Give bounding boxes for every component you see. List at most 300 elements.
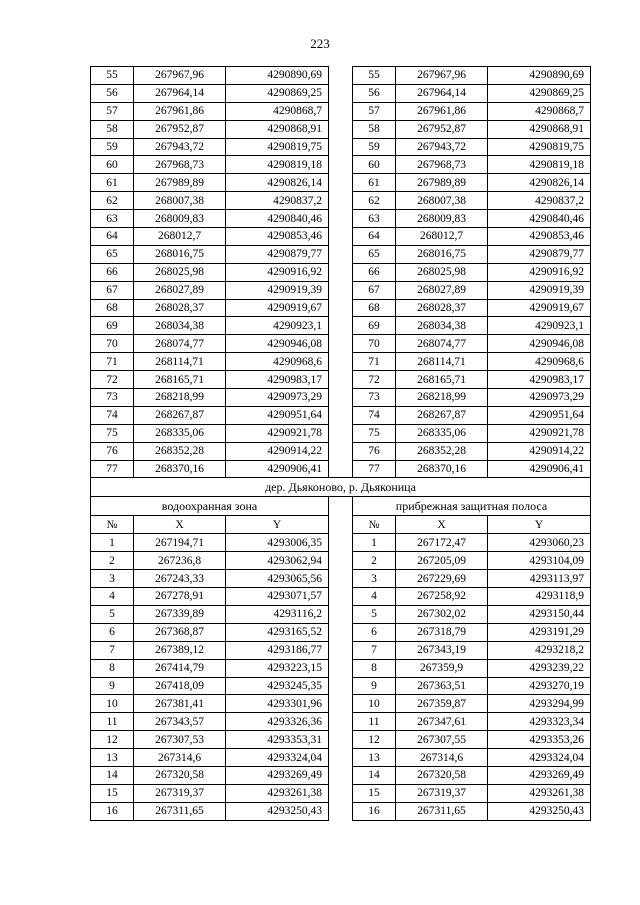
header-x-right: X (396, 516, 488, 534)
point-number-left: 72 (91, 371, 134, 389)
column-gap (329, 784, 353, 802)
point-number-right: 2 (353, 552, 396, 570)
y-right: 4293060,23 (488, 534, 591, 552)
y-left: 4290973,29 (226, 389, 329, 407)
y-right: 4293324,04 (488, 749, 591, 767)
x-right: 268012,7 (396, 228, 488, 246)
point-number-left: 55 (91, 67, 134, 85)
y-right: 4293353,26 (488, 731, 591, 749)
y-left: 4290879,77 (226, 245, 329, 263)
y-left: 4290868,7 (226, 102, 329, 120)
column-gap (329, 317, 353, 335)
x-left: 267381,41 (134, 695, 226, 713)
x-left: 267194,71 (134, 534, 226, 552)
column-gap (329, 424, 353, 442)
point-number-right: 11 (353, 713, 396, 731)
y-right: 4293261,38 (488, 784, 591, 802)
point-number-right: 1 (353, 534, 396, 552)
y-left: 4293245,35 (226, 677, 329, 695)
x-right: 267343,19 (396, 641, 488, 659)
x-right: 267967,96 (396, 67, 488, 85)
x-right: 267968,73 (396, 156, 488, 174)
point-number-right: 66 (353, 263, 396, 281)
y-right: 4290890,69 (488, 67, 591, 85)
y-right: 4293218,2 (488, 641, 591, 659)
y-right: 4290919,67 (488, 299, 591, 317)
table-row (91, 174, 591, 192)
point-number-left: 68 (91, 299, 134, 317)
column-gap (329, 802, 353, 820)
table-row (91, 210, 591, 228)
column-gap (329, 281, 353, 299)
y-left: 4293261,38 (226, 784, 329, 802)
x-right: 267319,37 (396, 784, 488, 802)
column-gap (329, 120, 353, 138)
header-num-right: № (353, 516, 396, 534)
column-gap (329, 67, 353, 85)
point-number-left: 57 (91, 102, 134, 120)
y-left: 4293006,35 (226, 534, 329, 552)
x-right: 268027,89 (396, 281, 488, 299)
x-left: 268027,89 (134, 281, 226, 299)
table-row (91, 84, 591, 102)
y-left: 4290968,6 (226, 353, 329, 371)
column-gap (329, 442, 353, 460)
point-number-left: 56 (91, 84, 134, 102)
x-left: 268007,38 (134, 192, 226, 210)
header-y-left: Y (226, 516, 329, 534)
table-row (91, 192, 591, 210)
y-right: 4290868,7 (488, 102, 591, 120)
table-row (91, 228, 591, 246)
table-row (91, 534, 591, 552)
section1-body (91, 67, 591, 478)
column-gap (329, 731, 353, 749)
point-number-right: 5 (353, 605, 396, 623)
point-number-right: 58 (353, 120, 396, 138)
point-number-left: 3 (91, 570, 134, 588)
y-right: 4290906,41 (488, 460, 591, 478)
x-right: 268352,28 (396, 442, 488, 460)
point-number-right: 57 (353, 102, 396, 120)
point-number-right: 69 (353, 317, 396, 335)
x-right: 267347,61 (396, 713, 488, 731)
y-right: 4293250,43 (488, 802, 591, 820)
point-number-left: 16 (91, 802, 134, 820)
table-row (91, 695, 591, 713)
point-number-left: 77 (91, 460, 134, 478)
x-right: 267311,65 (396, 802, 488, 820)
y-left: 4290869,25 (226, 84, 329, 102)
x-right: 268034,38 (396, 317, 488, 335)
point-number-left: 8 (91, 659, 134, 677)
y-left: 4290923,1 (226, 317, 329, 335)
y-right: 4290819,75 (488, 138, 591, 156)
y-left: 4293250,43 (226, 802, 329, 820)
column-gap (329, 210, 353, 228)
y-right: 4290921,78 (488, 424, 591, 442)
y-left: 4290983,17 (226, 371, 329, 389)
point-number-right: 71 (353, 353, 396, 371)
y-left: 4293324,04 (226, 749, 329, 767)
x-right: 267302,02 (396, 605, 488, 623)
section-title-row (91, 478, 591, 497)
point-number-right: 74 (353, 406, 396, 424)
table-row (91, 623, 591, 641)
column-gap (329, 84, 353, 102)
x-left: 267343,57 (134, 713, 226, 731)
x-left: 267418,09 (134, 677, 226, 695)
point-number-left: 7 (91, 641, 134, 659)
point-number-right: 6 (353, 623, 396, 641)
column-gap (329, 623, 353, 641)
x-right: 267989,89 (396, 174, 488, 192)
point-number-right: 56 (353, 84, 396, 102)
y-right: 4290923,1 (488, 317, 591, 335)
table-row (91, 552, 591, 570)
x-right: 268007,38 (396, 192, 488, 210)
column-gap (329, 102, 353, 120)
table-row (91, 389, 591, 407)
point-number-left: 64 (91, 228, 134, 246)
table-row (91, 460, 591, 478)
point-number-left: 5 (91, 605, 134, 623)
point-number-left: 73 (91, 389, 134, 407)
point-number-right: 59 (353, 138, 396, 156)
y-right: 4290946,08 (488, 335, 591, 353)
x-right: 267314,6 (396, 749, 488, 767)
x-left: 267314,6 (134, 749, 226, 767)
point-number-left: 13 (91, 749, 134, 767)
point-number-right: 67 (353, 281, 396, 299)
x-left: 267989,89 (134, 174, 226, 192)
x-left: 267236,8 (134, 552, 226, 570)
x-right: 267363,51 (396, 677, 488, 695)
zone-row (91, 497, 591, 516)
point-number-right: 65 (353, 245, 396, 263)
point-number-left: 2 (91, 552, 134, 570)
table-row (91, 299, 591, 317)
point-number-left: 6 (91, 623, 134, 641)
y-right: 4293104,09 (488, 552, 591, 570)
table-row (91, 424, 591, 442)
point-number-right: 75 (353, 424, 396, 442)
table-row (91, 317, 591, 335)
y-left: 4290819,18 (226, 156, 329, 174)
table-row (91, 605, 591, 623)
y-right: 4293113,97 (488, 570, 591, 588)
header-x-left: X (134, 516, 226, 534)
table-row (91, 335, 591, 353)
table-row (91, 749, 591, 767)
point-number-right: 63 (353, 210, 396, 228)
y-right: 4290973,29 (488, 389, 591, 407)
point-number-left: 76 (91, 442, 134, 460)
x-right: 267964,14 (396, 84, 488, 102)
header-num-left: № (91, 516, 134, 534)
x-right: 268370,16 (396, 460, 488, 478)
table-row (91, 120, 591, 138)
table-row (91, 588, 591, 606)
column-gap (329, 534, 353, 552)
x-right: 267258,92 (396, 588, 488, 606)
y-right: 4290837,2 (488, 192, 591, 210)
point-number-right: 10 (353, 695, 396, 713)
point-number-right: 77 (353, 460, 396, 478)
y-left: 4290921,78 (226, 424, 329, 442)
y-right: 4290869,25 (488, 84, 591, 102)
table-row (91, 245, 591, 263)
point-number-right: 76 (353, 442, 396, 460)
y-left: 4293326,36 (226, 713, 329, 731)
y-left: 4290837,2 (226, 192, 329, 210)
column-gap (329, 460, 353, 478)
y-left: 4293353,31 (226, 731, 329, 749)
x-right: 267320,58 (396, 766, 488, 784)
y-left: 4290826,14 (226, 174, 329, 192)
x-right: 267318,79 (396, 623, 488, 641)
left-zone-label: водоохранная зона (91, 497, 329, 516)
x-right: 268009,83 (396, 210, 488, 228)
table-row (91, 406, 591, 424)
point-number-left: 74 (91, 406, 134, 424)
column-gap (329, 156, 353, 174)
x-left: 267414,79 (134, 659, 226, 677)
point-number-right: 68 (353, 299, 396, 317)
column-gap (329, 641, 353, 659)
y-left: 4290890,69 (226, 67, 329, 85)
y-right: 4293323,34 (488, 713, 591, 731)
section-title: дер. Дьяконово, р. Дьяконица (91, 478, 591, 497)
x-right: 268016,75 (396, 245, 488, 263)
point-number-right: 70 (353, 335, 396, 353)
point-number-left: 62 (91, 192, 134, 210)
column-gap (329, 228, 353, 246)
x-left: 267319,37 (134, 784, 226, 802)
x-left: 268165,71 (134, 371, 226, 389)
y-left: 4290819,75 (226, 138, 329, 156)
point-number-left: 1 (91, 534, 134, 552)
y-right: 4290983,17 (488, 371, 591, 389)
section2-header (91, 478, 591, 534)
y-right: 4290879,77 (488, 245, 591, 263)
column-gap (329, 497, 353, 516)
point-number-right: 62 (353, 192, 396, 210)
y-right: 4293269,49 (488, 766, 591, 784)
x-left: 268370,16 (134, 460, 226, 478)
x-left: 268012,7 (134, 228, 226, 246)
point-number-right: 55 (353, 67, 396, 85)
column-gap (329, 695, 353, 713)
column-gap (329, 677, 353, 695)
table-row (91, 353, 591, 371)
point-number-left: 12 (91, 731, 134, 749)
x-right: 268218,99 (396, 389, 488, 407)
page-number: 223 (310, 36, 330, 51)
y-right: 4293239,22 (488, 659, 591, 677)
y-left: 4290840,46 (226, 210, 329, 228)
y-left: 4290951,64 (226, 406, 329, 424)
point-number-left: 58 (91, 120, 134, 138)
point-number-left: 70 (91, 335, 134, 353)
y-right: 4290968,6 (488, 353, 591, 371)
x-right: 267359,9 (396, 659, 488, 677)
table-row (91, 784, 591, 802)
x-left: 267307,53 (134, 731, 226, 749)
x-left: 267339,89 (134, 605, 226, 623)
point-number-right: 60 (353, 156, 396, 174)
y-left: 4293065,56 (226, 570, 329, 588)
point-number-right: 61 (353, 174, 396, 192)
x-right: 267205,09 (396, 552, 488, 570)
y-left: 4293223,15 (226, 659, 329, 677)
x-right: 268025,98 (396, 263, 488, 281)
y-right: 4293191,29 (488, 623, 591, 641)
point-number-left: 11 (91, 713, 134, 731)
x-right: 267229,69 (396, 570, 488, 588)
x-right: 267359,87 (396, 695, 488, 713)
column-gap (329, 263, 353, 281)
point-number-left: 75 (91, 424, 134, 442)
point-number-right: 8 (353, 659, 396, 677)
point-number-right: 16 (353, 802, 396, 820)
right-zone-label: прибрежная защитная полоса (353, 497, 591, 516)
x-right: 267307,55 (396, 731, 488, 749)
x-left: 267967,96 (134, 67, 226, 85)
header-y-right: Y (488, 516, 591, 534)
column-gap (329, 192, 353, 210)
table-row (91, 442, 591, 460)
x-right: 268028,37 (396, 299, 488, 317)
x-right: 268165,71 (396, 371, 488, 389)
point-number-left: 59 (91, 138, 134, 156)
x-left: 268025,98 (134, 263, 226, 281)
point-number-right: 7 (353, 641, 396, 659)
y-right: 4290819,18 (488, 156, 591, 174)
y-left: 4290868,91 (226, 120, 329, 138)
column-gap (329, 371, 353, 389)
y-left: 4290946,08 (226, 335, 329, 353)
point-number-right: 15 (353, 784, 396, 802)
column-header-row (91, 516, 591, 534)
x-left: 267368,87 (134, 623, 226, 641)
point-number-left: 14 (91, 766, 134, 784)
y-left: 4290916,92 (226, 263, 329, 281)
column-gap (329, 335, 353, 353)
point-number-left: 71 (91, 353, 134, 371)
point-number-right: 9 (353, 677, 396, 695)
x-left: 267311,65 (134, 802, 226, 820)
y-left: 4293165,52 (226, 623, 329, 641)
x-left: 267320,58 (134, 766, 226, 784)
table-row (91, 156, 591, 174)
column-gap (329, 245, 353, 263)
x-left: 267243,33 (134, 570, 226, 588)
table-row (91, 677, 591, 695)
y-right: 4293118,9 (488, 588, 591, 606)
point-number-left: 65 (91, 245, 134, 263)
column-gap (329, 713, 353, 731)
y-left: 4293301,96 (226, 695, 329, 713)
column-gap (329, 516, 353, 534)
x-right: 267952,87 (396, 120, 488, 138)
table-row (91, 102, 591, 120)
x-left: 267964,14 (134, 84, 226, 102)
point-number-right: 12 (353, 731, 396, 749)
column-gap (329, 570, 353, 588)
y-right: 4293270,19 (488, 677, 591, 695)
x-left: 267952,87 (134, 120, 226, 138)
point-number-left: 67 (91, 281, 134, 299)
x-left: 268034,38 (134, 317, 226, 335)
table-row (91, 263, 591, 281)
point-number-right: 14 (353, 766, 396, 784)
y-left: 4293071,57 (226, 588, 329, 606)
point-number-left: 15 (91, 784, 134, 802)
coordinates-table (90, 66, 591, 821)
y-left: 4290919,67 (226, 299, 329, 317)
x-left: 268335,06 (134, 424, 226, 442)
x-left: 268218,99 (134, 389, 226, 407)
table-row (91, 731, 591, 749)
section2-body (91, 534, 591, 820)
table-row (91, 641, 591, 659)
x-right: 267943,72 (396, 138, 488, 156)
column-gap (329, 389, 353, 407)
table-row (91, 67, 591, 85)
point-number-left: 61 (91, 174, 134, 192)
y-left: 4290919,39 (226, 281, 329, 299)
x-left: 268352,28 (134, 442, 226, 460)
table-row (91, 802, 591, 820)
x-left: 267389,12 (134, 641, 226, 659)
column-gap (329, 605, 353, 623)
table-row (91, 766, 591, 784)
y-right: 4290914,22 (488, 442, 591, 460)
x-left: 267943,72 (134, 138, 226, 156)
x-left: 268267,87 (134, 406, 226, 424)
column-gap (329, 138, 353, 156)
point-number-left: 63 (91, 210, 134, 228)
x-right: 267961,86 (396, 102, 488, 120)
y-left: 4290906,41 (226, 460, 329, 478)
y-left: 4293269,49 (226, 766, 329, 784)
table-row (91, 713, 591, 731)
y-right: 4290919,39 (488, 281, 591, 299)
column-gap (329, 299, 353, 317)
y-right: 4293294,99 (488, 695, 591, 713)
x-left: 267961,86 (134, 102, 226, 120)
x-left: 268016,75 (134, 245, 226, 263)
x-right: 268335,06 (396, 424, 488, 442)
y-right: 4290840,46 (488, 210, 591, 228)
x-left: 267278,91 (134, 588, 226, 606)
y-left: 4293186,77 (226, 641, 329, 659)
x-left: 268009,83 (134, 210, 226, 228)
point-number-left: 66 (91, 263, 134, 281)
column-gap (329, 552, 353, 570)
y-left: 4293062,94 (226, 552, 329, 570)
point-number-left: 9 (91, 677, 134, 695)
point-number-right: 64 (353, 228, 396, 246)
point-number-left: 4 (91, 588, 134, 606)
table-row (91, 281, 591, 299)
column-gap (329, 749, 353, 767)
x-left: 268028,37 (134, 299, 226, 317)
table-row (91, 659, 591, 677)
y-left: 4290914,22 (226, 442, 329, 460)
column-gap (329, 659, 353, 677)
